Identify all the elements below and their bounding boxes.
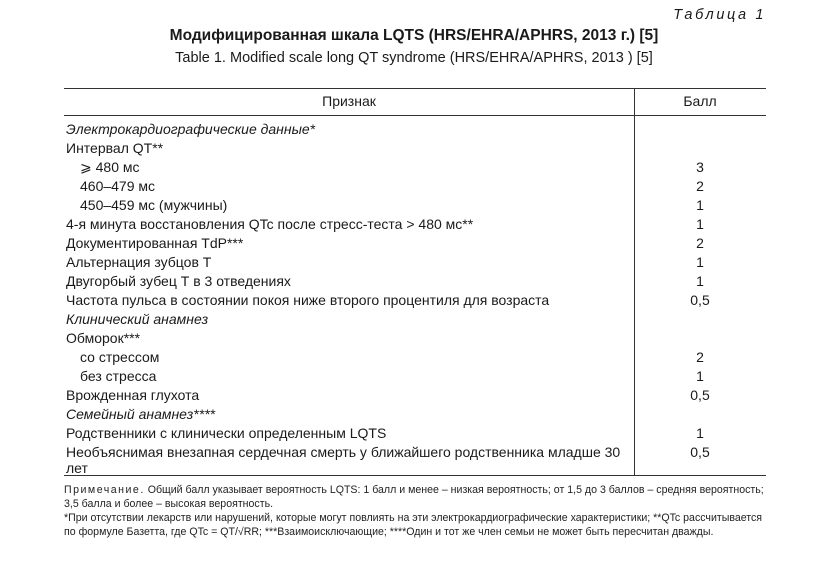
table-number-label: Таблица 1 [673, 7, 766, 23]
note-text-score: Общий балл указывает вероятность LQTS: 1 балл и менее – низкая вероятность; от 1,5 до 3 баллов – средняя вероятность; 3,5 балла и более – высокая вероятность. [64, 484, 764, 510]
row-sign: 460–479 мс [80, 178, 156, 194]
table-row [64, 443, 766, 479]
row-score: 1 [696, 368, 704, 384]
note-text-footnotes: *При отсутствии лекарств или нарушений, которые могут повлиять на эти электрокардиографические характеристики; **QTc рассчитывается по формуле Базетта, где QTc = QT/√RR; ***Взаимоисключающие; ****Один и тот же член семьи не может быть пересчитан дважды. [64, 512, 763, 538]
table-row [64, 424, 766, 443]
lqts-score-table [64, 88, 766, 476]
row-sign: ⩾ 480 мс [80, 159, 140, 175]
table-header-rule [64, 115, 766, 116]
table-row [64, 367, 766, 386]
row-sign: Необъяснимая внезапная сердечная смерть у ближайшего родственника младше 30 лет [66, 444, 621, 476]
row-score: 2 [696, 235, 704, 251]
row-sign: Двугорбый зубец Т в 3 отведениях [66, 273, 291, 289]
row-score: 0,5 [690, 292, 710, 308]
table-row [64, 329, 766, 348]
column-header-sign: Признак [322, 93, 376, 109]
table-row [64, 139, 766, 158]
table-row [64, 158, 766, 177]
table-row [64, 272, 766, 291]
row-sign: 450–459 мс (мужчины) [80, 197, 228, 213]
column-header-score: Балл [683, 93, 717, 109]
row-score: 2 [696, 349, 704, 365]
table-row [64, 291, 766, 310]
row-sign: со стрессом [80, 349, 160, 365]
row-sign: Обморок*** [66, 330, 141, 346]
row-sign: Частота пульса в состоянии покоя ниже второго процентиля для возраста [66, 292, 550, 308]
row-sign: Документированная TdP*** [66, 235, 244, 251]
table-row [64, 215, 766, 234]
row-sign: Клинический анамнез [66, 311, 209, 327]
row-score: 2 [696, 178, 704, 194]
row-score: 1 [696, 425, 704, 441]
table-row [64, 253, 766, 272]
row-sign: без стресса [80, 368, 157, 384]
row-sign: 4-я минута восстановления QTc после стресс-теста > 480 мс** [66, 216, 474, 232]
table-row [64, 348, 766, 367]
row-sign: Интервал QT** [66, 140, 164, 156]
note-label: Примечание. [64, 484, 145, 496]
table-footnote [64, 483, 774, 539]
table-row [64, 196, 766, 215]
table-row [64, 234, 766, 253]
row-score: 1 [696, 273, 704, 289]
row-score: 3 [696, 159, 704, 175]
row-sign: Родственники с клинически определенным LQTS [66, 425, 387, 441]
row-sign: Электрокардиографические данные* [66, 121, 316, 137]
row-sign: Альтернация зубцов Т [66, 254, 212, 270]
table-body [64, 120, 766, 479]
table-row [64, 120, 766, 139]
row-score: 1 [696, 254, 704, 270]
row-sign: Семейный анамнез**** [66, 406, 216, 422]
table-row [64, 386, 766, 405]
table-row [64, 310, 766, 329]
table-title-russian: Модифицированная шкала LQTS (HRS/EHRA/APHRS, 2013 г.) [5] [169, 27, 659, 44]
row-score: 0,5 [690, 444, 710, 460]
row-score: 0,5 [690, 387, 710, 403]
table-row [64, 177, 766, 196]
row-score: 1 [696, 197, 704, 213]
table-title-english: Table 1. Modified scale long QT syndrome (HRS/EHRA/APHRS, 2013 ) [5] [175, 50, 653, 66]
row-sign: Врожденная глухота [66, 387, 200, 403]
row-score: 1 [696, 216, 704, 232]
table-row [64, 405, 766, 424]
